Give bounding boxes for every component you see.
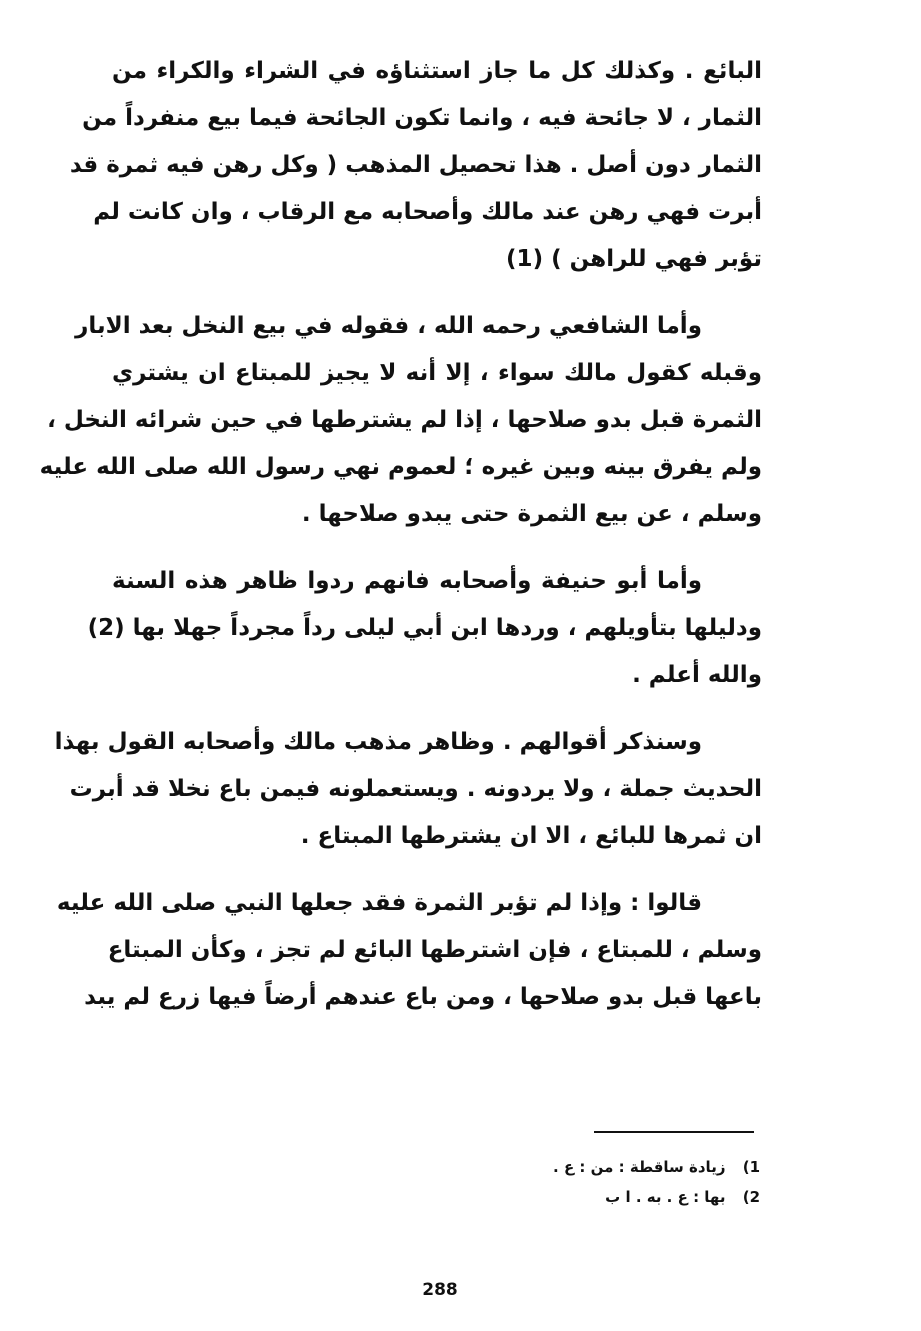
- text-line: تؤبر فهي للراهن ) (1): [506, 246, 762, 272]
- paragraph-2: [39, 303, 762, 538]
- text-line: وقبله كقول مالك سواء ، إلا أنه لا يجيز للمبتاع ان يشتري: [112, 360, 762, 386]
- footnote-divider: [594, 1131, 754, 1133]
- text-line: أبرت فهي رهن عند مالك وأصحابه مع الرقاب ، وان كانت لم: [93, 199, 762, 225]
- text-line: ان ثمرها للبائع ، الا ان يشترطها المبتاع .: [300, 823, 762, 849]
- text-line: باعها قبل بدو صلاحها ، ومن باع عندهم أرضاً فيها زرع لم يبد: [84, 984, 762, 1010]
- page-number: 288: [422, 1280, 458, 1300]
- footnote-text: بها : ع . به . ا ب: [605, 1188, 726, 1206]
- text-line: وأما أبو حنيفة وأصحابه فانهم ردوا ظاهر هذه السنة: [112, 568, 702, 594]
- body-text: [39, 48, 762, 1041]
- text-line: وسلم ، للمبتاع ، فإن اشترطها البائع لم تجز ، وكأن المبتاع: [107, 937, 762, 963]
- text-line: وسنذكر أقوالهم . وظاهر مذهب مالك وأصحابه القول بهذا: [54, 729, 702, 755]
- paragraph-4: [54, 719, 762, 860]
- text-line: الثمار دون أصل . هذا تحصيل المذهب ( وكل رهن فيه ثمرة قد: [69, 152, 762, 178]
- footnote-1: [440, 1152, 760, 1182]
- text-line: البائع . وكذلك كل ما جاز استثناؤه في الشراء والكراء من: [112, 58, 762, 84]
- paragraph-5: [56, 880, 762, 1021]
- footnote-number: 2): [742, 1188, 760, 1206]
- text-line: ودليلها بتأويلهم ، وردها ابن أبي ليلى رداً مجرداً جهلا بها (2): [87, 615, 762, 641]
- paragraph-1: [69, 48, 762, 283]
- text-line: الثمار ، لا جائحة فيه ، وانما تكون الجائحة فيما بيع منفرداً من: [82, 105, 762, 131]
- text-line: قالوا : وإذا لم تؤبر الثمرة فقد جعلها النبي صلى الله عليه: [56, 890, 702, 916]
- footnote-number: 1): [742, 1158, 760, 1176]
- footnote-2: [440, 1182, 760, 1212]
- text-line: وسلم ، عن بيع الثمرة حتى يبدو صلاحها .: [301, 501, 762, 527]
- text-line: الحديث جملة ، ولا يردونه . ويستعملونه فيمن باع نخلا قد أبرت: [69, 776, 762, 802]
- footnotes: [440, 1152, 760, 1212]
- text-line: الثمرة قبل بدو صلاحها ، إذا لم يشترطها في حين شرائه النخل ،: [47, 407, 762, 433]
- footnote-text: زيادة ساقطة : من : ع .: [553, 1158, 726, 1176]
- text-line: ولم يفرق بينه وبين غيره ؛ لعموم نهي رسول الله صلى الله عليه: [39, 454, 762, 480]
- paragraph-3: [87, 558, 762, 699]
- text-line: وأما الشافعي رحمه الله ، فقوله في بيع النخل بعد الابار: [75, 313, 702, 339]
- text-line: والله أعلم .: [632, 662, 762, 688]
